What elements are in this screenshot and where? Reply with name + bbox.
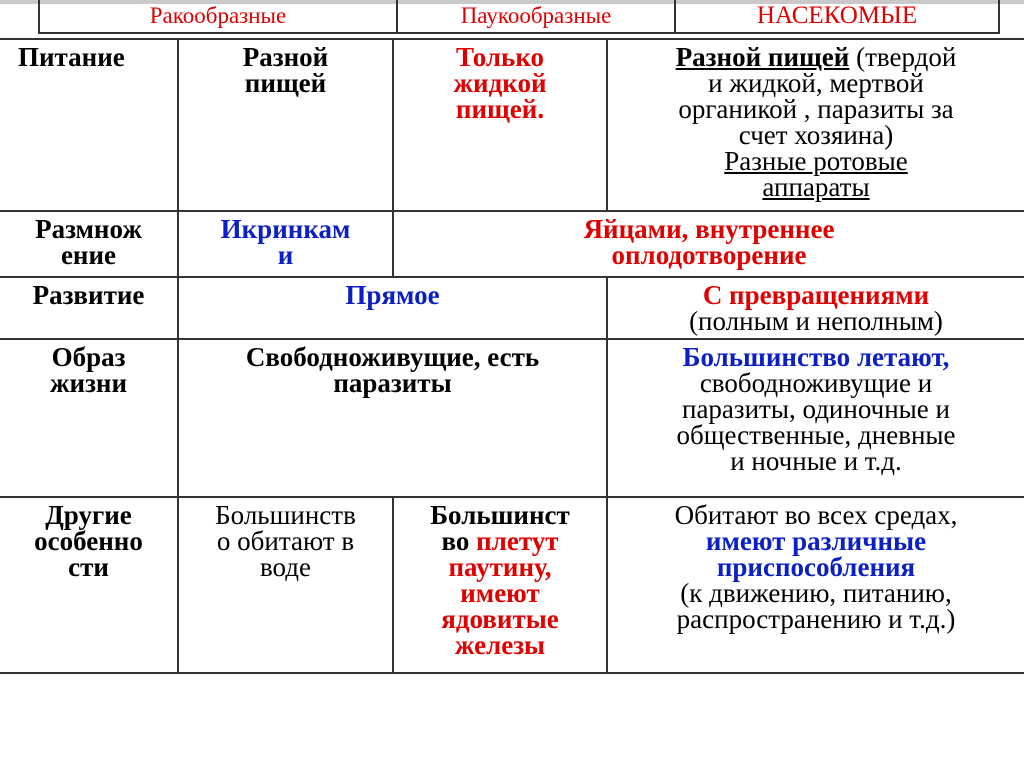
cell-reproduction-crustaceans: [179, 212, 392, 268]
cell-other-arachnids: [394, 498, 606, 658]
cell-lifestyle-insects: [608, 340, 1024, 474]
cell-text: паразиты: [333, 368, 452, 398]
cell-text: органикой , паразиты за: [678, 94, 954, 124]
header-crustaceans: [38, 0, 398, 34]
cell-text: паутину,: [448, 552, 552, 582]
row-label-nutrition: [0, 40, 177, 70]
cell-text: распространению и т.д.): [676, 604, 956, 634]
comparison-table: [0, 38, 1024, 672]
cell-line: [394, 528, 606, 554]
cell-text: и ночные и т.д.: [730, 446, 902, 476]
cell-text: приспособления: [716, 552, 916, 582]
cell-text: плетут: [476, 526, 559, 556]
cell-text: Размнож: [35, 214, 142, 244]
cell-text: и: [277, 240, 294, 270]
cell-text: Большинств: [215, 500, 356, 530]
cell-text: Большинство летают,: [682, 342, 950, 372]
cell-text: ядовитые: [441, 604, 559, 634]
cell-text: Икринкам: [220, 214, 351, 244]
cell-other-insects: [608, 498, 1024, 632]
cell-text: во: [441, 526, 477, 556]
cell-text: Обитают во всех средах,: [674, 500, 958, 530]
cell-text: Большинст: [430, 500, 570, 530]
header-insects: [674, 0, 1000, 34]
cell-other-crustaceans: [179, 498, 392, 580]
cell-text: Только: [455, 42, 545, 72]
cell-development-crustaceans-arachnids: [179, 278, 606, 308]
row-label-lifestyle: [0, 340, 177, 396]
cell-text: счет хозяина): [738, 120, 894, 150]
header-crustaceans-label: Ракообразные: [149, 3, 287, 28]
cell-text: о обитают в: [216, 526, 355, 556]
cell-text: имеют: [460, 578, 540, 608]
header-arachnids-label: Паукообразные: [460, 3, 612, 28]
cell-text: Свободноживущие, есть: [245, 342, 540, 372]
header-arachnids: [396, 0, 676, 34]
cell-nutrition-crustaceans: [179, 40, 392, 96]
cell-text: Разные ротовые: [724, 146, 908, 176]
cell-text: и жидкой, мертвой: [708, 68, 924, 98]
cell-text: Образ: [51, 342, 126, 372]
cell-line: [608, 44, 1024, 70]
cell-text: пищей: [244, 68, 327, 98]
cell-text: свободноживущие и: [699, 368, 933, 398]
cell-text: пищей.: [455, 94, 545, 124]
cell-text: имеют различные: [705, 526, 927, 556]
cell-nutrition-arachnids: [394, 40, 606, 122]
cell-nutrition-insects: [608, 40, 1024, 200]
cell-text: Яйцами, внутреннее: [583, 214, 835, 244]
header-insects-label: НАСЕКОМЫЕ: [756, 2, 918, 29]
row-label-development: [0, 278, 177, 308]
cell-text: ение: [60, 240, 117, 270]
cell-text: (к движению, питанию,: [680, 578, 952, 608]
cell-text: железы: [454, 630, 546, 660]
cell-lifestyle-crustaceans-arachnids: [179, 340, 606, 396]
table-bottom-border: [0, 672, 1024, 674]
cell-development-insects: [608, 278, 1024, 334]
cell-text: особенно: [34, 526, 143, 556]
cell-text: Разной: [242, 42, 329, 72]
cell-text: Развитие: [32, 280, 145, 310]
cell-text: Прямое: [345, 280, 440, 310]
cell-text: жизни: [49, 368, 128, 398]
cell-text: С превращениями: [702, 280, 930, 310]
row-label-reproduction: [0, 212, 177, 268]
cell-text: общественные, дневные: [676, 420, 956, 450]
cell-text: сти: [68, 552, 109, 582]
cell-text: (твердой: [849, 42, 957, 72]
cell-text: аппараты: [762, 172, 870, 202]
cell-text: (полным и неполным): [689, 306, 943, 336]
cell-text: Другие: [45, 500, 132, 530]
cell-text: жидкой: [453, 68, 547, 98]
cell-reproduction-arachnids-insects: [394, 212, 1024, 268]
cell-text: Разной пищей: [675, 42, 850, 72]
row-label-nutrition-text: Питание: [18, 42, 125, 72]
row-label-other: [0, 498, 177, 580]
cell-text: оплодотворение: [611, 240, 807, 270]
cell-text: воде: [259, 552, 311, 582]
cell-text: паразиты, одиночные и: [682, 394, 950, 424]
